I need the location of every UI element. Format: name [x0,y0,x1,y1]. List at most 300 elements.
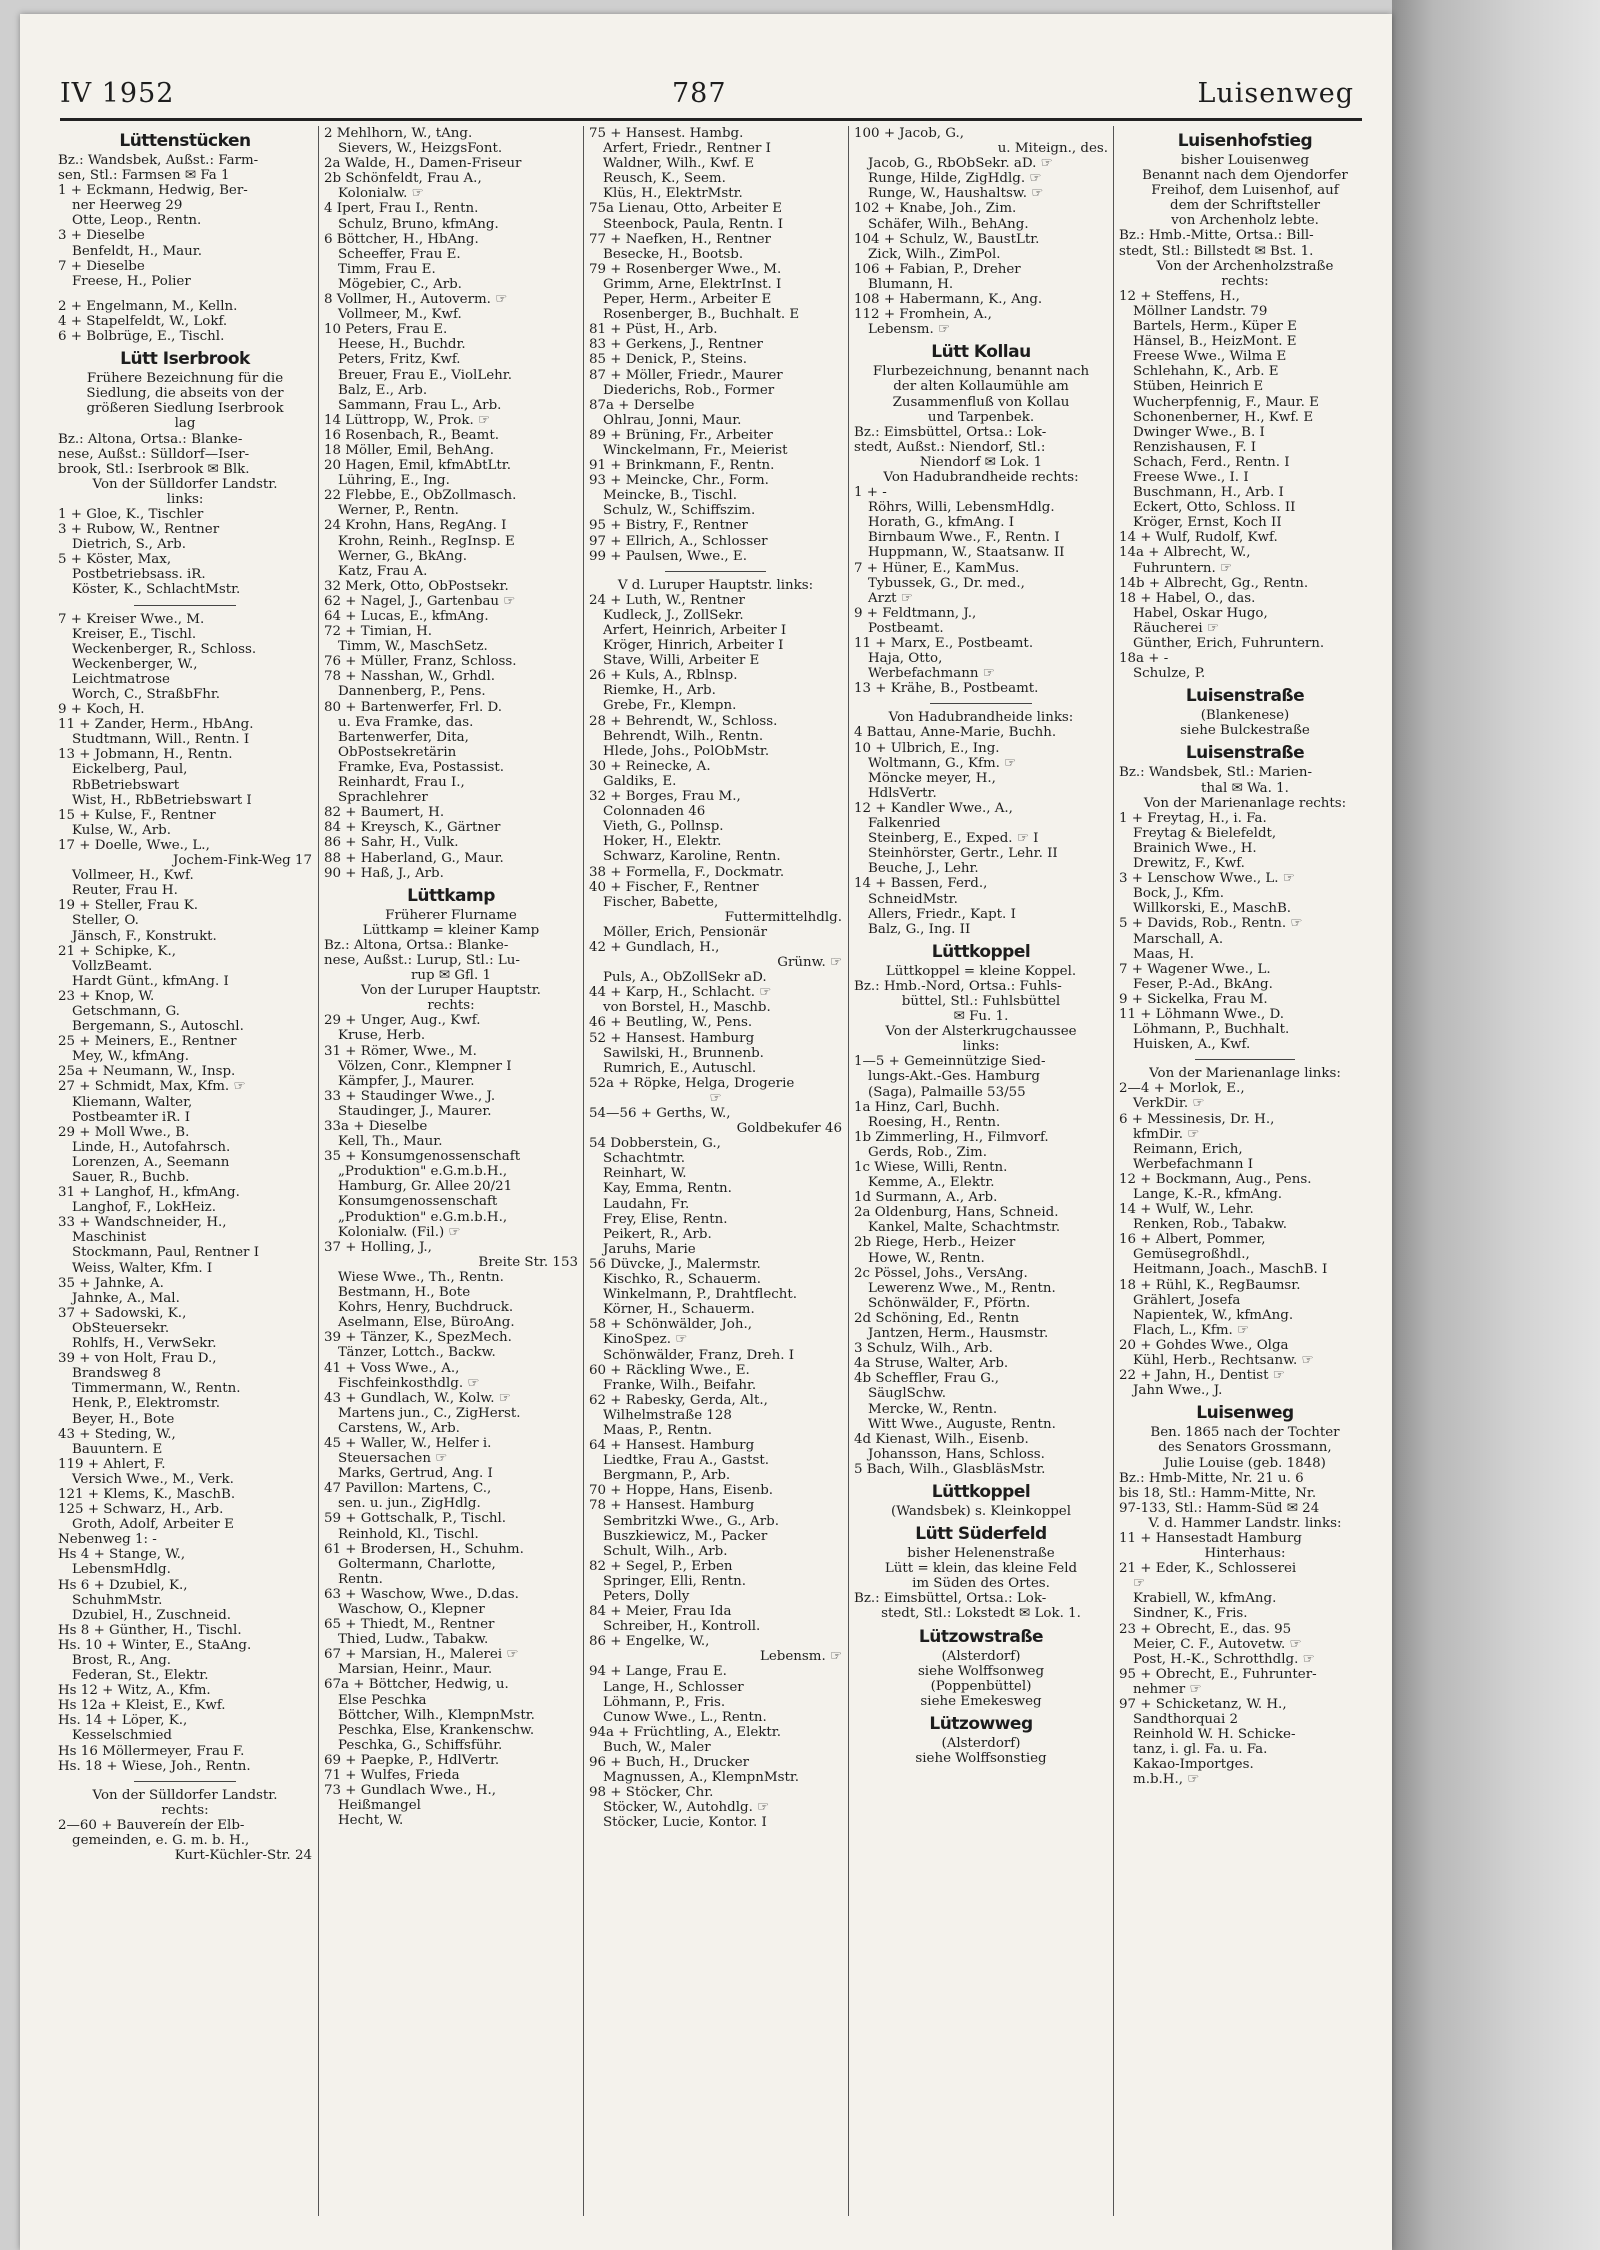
entry-line: SchneidMstr. [868,891,958,907]
entry-line: 17 + Doelle, Wwe., L., [58,837,210,853]
entry-line: Allers, Friedr., Kapt. I [868,906,1016,922]
directory-page [20,14,1392,2250]
entry-line: Leichtmatrose [72,671,170,687]
entry-line: Blumann, H. [868,276,954,292]
entry-line: SäuglSchw. [868,1386,947,1402]
entry-line: Kolonialw. ☞ [338,186,424,202]
entry-line: büttel, Stl.: Fuhlsbüttel [901,993,1061,1009]
entry-line: Möllner Landstr. 79 [1133,303,1268,319]
entry-line: 22 Flebbe, E., ObZollmasch. [324,488,517,504]
entry-line: Sawilski, H., Brunnenb. [603,1045,764,1061]
entry-line: 27 + Schmidt, Max, Kfm. ☞ [58,1079,246,1095]
entry-line: Von der Alsterkrugchaussee [885,1024,1077,1040]
entry-line: 18a + - [1119,651,1169,667]
entry-line: 6 Böttcher, H., HbAng. [324,231,479,247]
entry-line: Bartels, Herm., Küper E [1133,319,1297,335]
entry-line: Hamburg, Gr. Allee 20/21 [338,1179,513,1195]
entry-line: 97 + Ellrich, A., Schlosser [589,533,768,549]
entry-line: Marks, Gertrud, Ang. I [338,1466,493,1482]
entry-line: Woltmann, G., Kfm. ☞ [868,755,1017,771]
entry-line: Lebensm. ☞ [759,1649,842,1665]
entry-line: 25a + Neumann, W., Insp. [58,1064,236,1080]
entry-line: 121 + Klems, K., MaschB. [58,1486,236,1502]
entry-line: 10 + Ulbrich, E., Ing. [854,740,1000,756]
entry-line: Frey, Elise, Rentn. [603,1211,728,1227]
entry-line: 44 + Karp, H., Schlacht. ☞ [589,985,772,1001]
entry-line: Peters, Dolly [603,1589,690,1604]
entry-line: 29 + Unger, Aug., Kwf. [324,1013,481,1029]
entry-line: Johansson, Hans, Schloss. [868,1446,1045,1462]
entry-line: Kruse, Herb. [338,1028,426,1044]
entry-line: Galdiks, E. [603,773,677,789]
entry-line: Wiese Wwe., Th., Rentn. [338,1269,504,1285]
entry-line: Sammann, Frau L., Arb. [338,397,502,413]
entry-line: ner Heerweg 29 [72,198,183,214]
entry-line: Langhof, F., LokHeiz. [72,1200,216,1216]
entry-line: Brandsweg 8 [72,1366,162,1382]
entry-line: 13 + Jobmann, H., Rentn. [58,747,233,763]
entry-line: Zick, Wilh., ZimPol. [868,246,1001,262]
entry-line: Wilhelmstraße 128 [603,1407,732,1423]
entry-line: Goldbekufer 46 [736,1121,842,1137]
entry-line: Von der Luruper Hauptstr. [361,983,541,999]
entry-line: und Tarpenbek. [927,409,1035,425]
entry-line: Falkenried [868,816,941,832]
entry-line: Rohlfs, H., VerwSekr. [72,1336,217,1352]
entry-line: 21 + Schipke, K., [58,943,176,959]
entry-line: Lüttkoppel = kleine Koppel. [885,963,1077,979]
entry-line: 1a Hinz, Carl, Buchh. [854,1099,1000,1115]
entry-line: Magnussen, A., KlempnMstr. [603,1770,800,1786]
entry-line: 99 + Paulsen, Wwe., E. [589,548,747,564]
entry-line: Feser, P.-Ad., BkAng. [1133,976,1273,992]
entry-line: 104 + Schulz, W., BaustLtr. [854,231,1040,247]
entry-line: Günther, Erich, Fuhruntern. [1133,636,1325,651]
entry-line: Flurbezeichnung, benannt nach [872,364,1090,380]
entry-line: 4 Ipert, Frau I., Rentn. [324,201,479,217]
entry-line: Stöcker, Lucie, Kontor. I [603,1815,767,1831]
entry-line: 9 + Koch, H. [58,702,145,718]
street-heading: Lütt Kollau [931,342,1031,363]
entry-line: 78 + Hansest. Hamburg [589,1498,755,1514]
entry-line: sen, Stl.: Farmsen ✉ Fa 1 [58,168,230,184]
entry-line: kfmDir. ☞ [1133,1126,1200,1142]
entry-line: Framke, Eva, Postassist. [338,759,505,775]
entry-line: Schreiber, H., Kontroll. [603,1619,761,1635]
entry-line: 82 + Baumert, H. [324,805,445,821]
entry-line: Bz.: Altona, Ortsa.: Blanke- [58,431,243,447]
entry-line: Krohn, Reinh., RegInsp. E [338,533,515,549]
entry-line: Kühl, Herb., Rechtsanw. ☞ [1133,1353,1314,1369]
entry-line: Bz.: Altona, Ortsa.: Blanke- [324,937,509,953]
entry-line: 1d Surmann, A., Arb. [854,1190,998,1206]
entry-line: Gemüsegroßhdl., [1133,1247,1250,1263]
entry-line: 2 Mehlhorn, W., tAng. [324,126,473,141]
entry-line: Colonnaden 46 [603,804,706,820]
entry-line: Versich Wwe., M., Verk. [72,1471,234,1487]
entry-line: von Archenholz lebte. [1171,213,1319,229]
entry-line: Maas, P., Rentn. [603,1422,713,1438]
entry-line: Katz, Frau A. [338,563,428,579]
entry-line: Schonenberner, H., Kwf. E [1133,409,1314,425]
entry-line: Studtmann, Will., Rentn. I [72,732,250,748]
entry-line: u. Miteign., des. [997,141,1108,157]
entry-line: 80 + Bartenwerfer, Frl. D. [324,699,503,715]
entry-line: Jaruhs, Marie [603,1241,696,1257]
entry-line: Kemme, A., Elektr. [868,1175,995,1191]
entry-line: Breuer, Frau E., ViolLehr. [338,367,512,383]
entry-line: LebensmHdlg. [72,1562,171,1578]
entry-line: siehe Wolffsonweg [917,1663,1045,1679]
entry-line: Völzen, Conr., Klempner I [338,1058,512,1074]
entry-line: Hlede, Johs., PolObMstr. [603,743,770,759]
entry-line: Werner, P., Rentn. [338,503,459,519]
entry-line: Freytag & Bielefeldt, [1133,825,1277,841]
entry-line: brook, Stl.: Iserbrook ✉ Blk. [58,461,250,477]
entry-line: 2c Pössel, Johs., VersAng. [854,1265,1028,1281]
entry-line: Groth, Adolf, Arbeiter E [72,1517,234,1533]
entry-line: Bergmann, P., Arb. [603,1468,731,1484]
entry-line: 39 + Tänzer, K., SpezMech. [324,1330,512,1346]
entry-line: 97-133, Stl.: Hamm-Süd ✉ 24 [1119,1500,1320,1516]
entry-line: Reinhardt, Frau I., [338,775,465,791]
entry-line: Kurt-Küchler-Str. 24 [174,1848,312,1864]
entry-line: ☞ [1133,1576,1146,1592]
entry-line: 14 Lüttropp, W., Prok. ☞ [324,412,490,428]
entry-line: Howe, W., Rentn. [868,1250,985,1266]
entry-line: Jänsch, F., Konstrukt. [72,928,217,944]
entry-line: 6 + Bolbrüge, E., Tischl. [58,329,225,345]
page-number: 787 [672,78,727,109]
entry-line: m.b.H., ☞ [1133,1772,1200,1788]
entry-line: 59 + Gottschalk, P., Tischl. [324,1511,506,1527]
entry-line: 87a + Derselbe [589,397,695,413]
entry-line: Dwinger Wwe., B. I [1133,424,1265,440]
entry-line: Schult, Wilh., Arb. [603,1543,728,1559]
entry-line: Horath, G., kfmAng. I [868,515,1015,531]
entry-line: Breite Str. 153 [478,1254,578,1270]
entry-line: 90 + Haß, J., Arb. [324,865,444,881]
entry-line: 12 + Kandler Wwe., A., [854,800,1013,816]
entry-line: V. d. Hammer Landstr. links: [1148,1515,1342,1531]
entry-line: Sindner, K., Fris. [1133,1606,1248,1622]
street-heading: Lütt Süderfeld [915,1524,1047,1545]
entry-line: KinoSpez. ☞ [603,1332,688,1348]
street-heading: Luisenhofstieg [1177,131,1313,151]
entry-line: Kischko, R., Schauerm. [603,1272,762,1288]
entry-line: 45 + Waller, W., Helfer i. [324,1435,492,1451]
entry-line: 18 + Rühl, K., RegBaumsr. [1119,1277,1301,1293]
entry-line: 39 + von Holt, Frau D., [58,1351,217,1367]
entry-line: 102 + Knabe, Joh., Zim. [854,201,1017,217]
entry-line: Lewerenz Wwe., M., Rentn. [868,1280,1056,1296]
entry-line: 3 Schulz, Wilh., Arb. [854,1341,993,1357]
entry-line: 54—56 + Gerths, W., [589,1106,731,1121]
entry-line: Dannenberg, P., Pens. [338,684,486,700]
entry-line: Schwarz, Karoline, Rentn. [603,849,781,865]
entry-line: ☞ [709,1090,722,1106]
entry-line: 64 + Hansest. Hamburg [589,1438,755,1454]
entry-line: Wucherpfennig, F., Maur. E [1133,394,1319,410]
entry-line: Lorenzen, A., Seemann [72,1154,230,1170]
entry-line: Böttcher, Wilh., KlempnMstr. [338,1707,535,1723]
entry-line: bisher Louisenweg [1180,153,1310,168]
entry-line: 7 + Hüner, E., KamMus. [854,560,1020,576]
entry-line: Renken, Rob., Tabakw. [1133,1217,1287,1233]
entry-line: Dzubiel, H., Zuschneid. [72,1607,232,1623]
entry-line: Fuhruntern. ☞ [1133,560,1233,576]
entry-line: Bauuntern. E [72,1441,163,1457]
entry-line: Bock, J., Kfm. [1133,886,1225,902]
entry-line: Reinhold, Kl., Tischl. [338,1526,479,1542]
entry-line: 18 Möller, Emil, BehAng. [324,442,495,458]
entry-line: Peikert, R., Arb. [603,1226,712,1242]
entry-line: Arfert, Heinrich, Arbeiter I [603,623,787,638]
entry-line: Kämpfer, J., Maurer. [338,1073,475,1089]
entry-line: 23 + Knop, W. [58,988,155,1004]
entry-line: Mey, W., kfmAng. [72,1049,190,1065]
street-heading: Lüttkamp [407,885,495,906]
entry-line: 14 + Wulf, W., Lehr. [1119,1202,1254,1218]
entry-line: Zusammenfluß von Kollau [892,394,1070,410]
entry-line: Kröger, Ernst, Koch II [1133,515,1282,531]
entry-line: 7 + Dieselbe [58,258,145,274]
volume-year: IV 1952 [60,78,175,109]
entry-line: Schulz, Bruno, kfmAng. [338,216,499,232]
entry-line: Steenbock, Paula, Rentn. I [603,216,784,232]
entry-line: nese, Außst.: Sülldorf—Iser- [58,446,250,462]
entry-line: Konsumgenossenschaft [338,1194,498,1210]
entry-line: Napientek, W., kfmAng. [1133,1307,1294,1323]
entry-line: Reinhold W. H. Schicke- [1133,1727,1296,1743]
entry-line: Nebenweg 1: - [58,1532,157,1548]
entry-line: Winkelmann, P., Drahtflecht. [603,1287,798,1303]
entry-line: 2—60 + Bauvereín der Elb- [58,1817,245,1833]
entry-line: Timmermann, W., Rentn. [72,1381,241,1397]
entry-line: Peper, Herm., Arbeiter E [603,292,772,308]
entry-line: Grählert, Josefa [1133,1292,1241,1308]
scanner-background [1392,0,1600,2250]
entry-line: stedt, Stl.: Lokstedt ✉ Lok. 1. [881,1606,1081,1622]
entry-line: Niendorf ✉ Lok. 1 [919,454,1043,470]
entry-line: „Produktion" e.G.m.b.H., [338,1209,508,1225]
entry-line: Jahnke, A., Mal. [72,1290,180,1306]
entry-line: (Poppenbüttel) [930,1678,1032,1694]
entry-line: Schulze, P. [1133,666,1206,682]
entry-line: lag [174,416,196,432]
entry-line: (Saga), Palmaille 53/55 [868,1084,1026,1100]
entry-line: Marschall, A. [1133,931,1224,947]
entry-line: 4 Battau, Anne-Marie, Buchh. [854,725,1057,741]
entry-line: Hs 12 + Witz, A., Kfm. [58,1683,211,1699]
entry-line: 11 + Marx, E., Postbeamt. [854,636,1034,651]
entry-line: Bestmann, H., Bote [338,1285,471,1301]
entry-line: 1 + - [854,485,887,501]
entry-line: 16 + Albert, Pommer, [1119,1232,1266,1248]
entry-line: Peschka, G., Schiffsführ. [338,1737,503,1753]
entry-line: 88 + Haberland, G., Maur. [324,850,504,866]
entry-line: 62 + Rabesky, Gerda, Alt., [589,1392,768,1408]
entry-line: Freese Wwe., I. I [1133,469,1249,485]
entry-line: Renzishausen, F. I [1133,439,1257,455]
entry-line: Jochem-Fink-Weg 17 [172,853,312,869]
entry-line: 95 + Obrecht, E., Fuhrunter- [1119,1666,1317,1682]
entry-line: Balz, E., Arb. [338,382,428,398]
entry-line: größeren Siedlung Iserbrook [86,401,284,417]
entry-line: Cunow Wwe., L., Rentn. [603,1709,767,1725]
entry-line: Kohrs, Henry, Buchdruck. [338,1300,514,1316]
entry-line: Waschow, O., Klepner [338,1602,485,1617]
entry-line: Köster, K., SchlachtMstr. [72,582,241,598]
column-2 [324,126,578,2226]
entry-line: 11 + Löhmann Wwe., D. [1119,1006,1284,1022]
entry-line: Sauer, R., Buchb. [72,1170,190,1185]
entry-line: Schachtmtr. [603,1151,686,1167]
entry-line: Dietrich, S., Arb. [72,537,187,553]
entry-line: 15 + Kulse, F., Rentner [58,807,216,823]
entry-line: Von Hadubrandheide rechts: [883,469,1079,485]
entry-line: Löhmann, P., Buchhalt. [1133,1022,1290,1038]
entry-line: Freihof, dem Luisenhof, auf [1151,183,1339,199]
entry-line: VollzBeamt. [72,958,153,974]
entry-line: Von der Marienanlage links: [1149,1066,1341,1082]
entry-line: Staudinger, J., Maurer. [338,1103,492,1119]
entry-line: Krabiell, W., kfmAng. [1133,1591,1277,1607]
entry-line: Stüben, Heinrich E [1133,379,1264,395]
entry-line: 32 Merk, Otto, ObPostsekr. [324,578,509,594]
entry-line: 100 + Jacob, G., [854,126,965,141]
column-1 [58,126,312,2226]
entry-line: Sandthorquai 2 [1133,1712,1239,1728]
entry-line: Hs 12a + Kleist, E., Kwf. [58,1698,226,1714]
entry-line: 28 + Behrendt, W., Schloss. [589,713,778,729]
entry-line: ObPostsekretärin [338,744,457,760]
street-heading: Lüttkoppel [931,941,1031,962]
entry-line: Franke, Wilh., Beifahr. [603,1377,757,1393]
entry-line: Kröger, Hinrich, Arbeiter I [603,638,784,654]
entry-line: Timm, Frau E. [338,261,436,277]
entry-line: Peters, Fritz, Kwf. [338,352,461,368]
entry-line: Diederichs, Rob., Former [603,382,775,398]
entry-line: 75 + Hansest. Hambg. [589,126,744,141]
entry-line: Von Hadubrandheide links: [888,710,1074,726]
entry-line: 11 + Zander, Herm., HbAng. [58,717,254,733]
entry-line: Hs 6 + Dzubiel, K., [58,1577,188,1593]
entry-line: Stöcker, W., Autohdlg. ☞ [603,1800,770,1816]
entry-line: Lütt = klein, das kleine Feld [884,1561,1078,1577]
entry-line: Werbefachmann I [1133,1156,1254,1172]
entry-line: 30 + Reinecke, A. [589,758,711,774]
entry-line: Scheeffer, Frau E. [338,246,461,262]
street-heading: Lütt Iserbrook [120,349,250,370]
entry-line: 98 + Stöcker, Chr. [589,1785,714,1801]
entry-line: 71 + Wulfes, Frieda [324,1768,460,1784]
entry-line: Hs. 14 + Löper, K., [58,1713,188,1729]
entry-line: thal ✉ Wa. 1. [1201,780,1289,796]
entry-line: Ohlrau, Jonni, Maur. [603,412,742,428]
entry-line: ✉ Fu. 1. [953,1009,1009,1025]
entry-line: Waldner, Wilh., Kwf. E [603,156,755,172]
entry-line: Lange, K.-R., kfmAng. [1133,1187,1283,1202]
entry-line: Bz.: Wandsbek, Außst.: Farm- [58,153,259,168]
entry-line: 9 + Sickelka, Frau M. [1119,991,1268,1007]
entry-line: Werner, G., BkAng. [338,548,468,564]
entry-line: 1 + Freytag, H., i. Fa. [1119,810,1267,826]
entry-line: sen. u. jun., ZigHdlg. [338,1496,481,1512]
entry-line: 25 + Meiners, E., Rentner [58,1034,237,1050]
entry-line: siehe Bulckestraße [1180,723,1310,739]
entry-line: 84 + Meier, Frau Ida [589,1604,732,1620]
entry-line: Lüttkamp = kleiner Kamp [362,922,540,938]
entry-line: Früherer Flurname [385,907,517,923]
entry-line: stedt, Außst.: Niendorf, Stl.: [854,439,1046,455]
entry-line: Carstens, W., Arb. [338,1420,460,1436]
entry-line: Lühring, E., Ing. [338,473,450,489]
entry-line: 7 + Kreiser Wwe., M. [58,611,205,627]
running-head: Luisenweg [1197,78,1354,109]
entry-line: 2d Schöning, Ed., Rentn [854,1310,1020,1326]
entry-line: Heitmann, Joach., MaschB. I [1133,1262,1328,1278]
entry-line: 6 + Messinesis, Dr. H., [1119,1111,1275,1127]
entry-line: 93 + Meincke, Chr., Form. [589,473,769,489]
entry-line: Buszkiewicz, M., Packer [603,1528,768,1544]
entry-line: 46 + Beutling, W., Pens. [589,1015,753,1031]
entry-line: 60 + Räckling Wwe., E. [589,1362,750,1378]
entry-line: Buschmann, H., Arb. I [1133,485,1284,501]
entry-line: Mercke, W., Rentn. [868,1401,998,1417]
entry-line: 5 Bach, Wilh., GlasbläsMstr. [854,1461,1046,1477]
entry-line: stedt, Stl.: Billstedt ✉ Bst. 1. [1119,243,1314,259]
entry-line: Julie Louise (geb. 1848) [1164,1455,1326,1471]
entry-line: 62 + Nagel, J., Gartenbau ☞ [324,593,516,609]
entry-line: links: [962,1039,1000,1055]
entry-line: Möller, Erich, Pensionär [603,924,767,940]
entry-line: 75a Lienau, Otto, Arbeiter E [589,201,783,217]
entry-line: Kell, Th., Maur. [338,1134,443,1150]
entry-line: Jahn Wwe., J. [1133,1383,1223,1399]
entry-line: Steinhörster, Gertr., Lehr. II [868,846,1058,862]
entry-line: Reimann, Erich, [1133,1141,1243,1157]
entry-line: dem der Schriftsteller [1170,198,1320,214]
entry-line: Vollmeer, M., Kwf. [338,307,462,323]
section-divider [58,598,312,612]
entry-line: (Alsterdorf) [941,1735,1021,1751]
entry-line: Schönwälder, F., Pförtn. [868,1295,1031,1311]
entry-line: 79 + Rosenberger Wwe., M. [589,261,782,277]
entry-line: 119 + Ahlert, F. [58,1456,166,1472]
entry-line: 94a + Früchtling, A., Elektr. [589,1724,781,1740]
section-divider [589,564,842,578]
entry-line: Sprachlehrer [338,790,428,806]
entry-line: 2 + Engelmann, M., Kelln. [58,298,238,314]
entry-line: „Produktion" e.G.m.b.H., [338,1164,508,1180]
entry-line: 81 + Püst, H., Arb. [589,322,718,338]
entry-line: Willkorski, E., MaschB. [1133,901,1292,917]
entry-line: 5 + Davids, Rob., Rentn. ☞ [1119,916,1303,932]
entry-line: Hardt Günt., kfmAng. I [72,973,229,989]
entry-line: Linde, H., Autofahrsch. [72,1139,231,1155]
entry-line: 3 + Rubow, W., Rentner [58,522,220,538]
entry-line: 8 Vollmer, H., Autoverm. ☞ [324,292,508,308]
entry-line: 86 + Sahr, H., Vulk. [324,835,459,851]
entry-line: Springer, Elli, Rentn. [603,1573,747,1589]
entry-line: 106 + Fabian, P., Dreher [854,261,1021,277]
entry-line: Hs. 18 + Wiese, Joh., Rentn. [58,1758,251,1774]
entry-line: Eickelberg, Paul, [72,762,188,778]
entry-line: 84 + Kreysch, K., Gärtner [324,820,501,836]
column-divider [848,126,849,2216]
entry-line: 64 + Lucas, E., kfmAng. [324,609,489,624]
